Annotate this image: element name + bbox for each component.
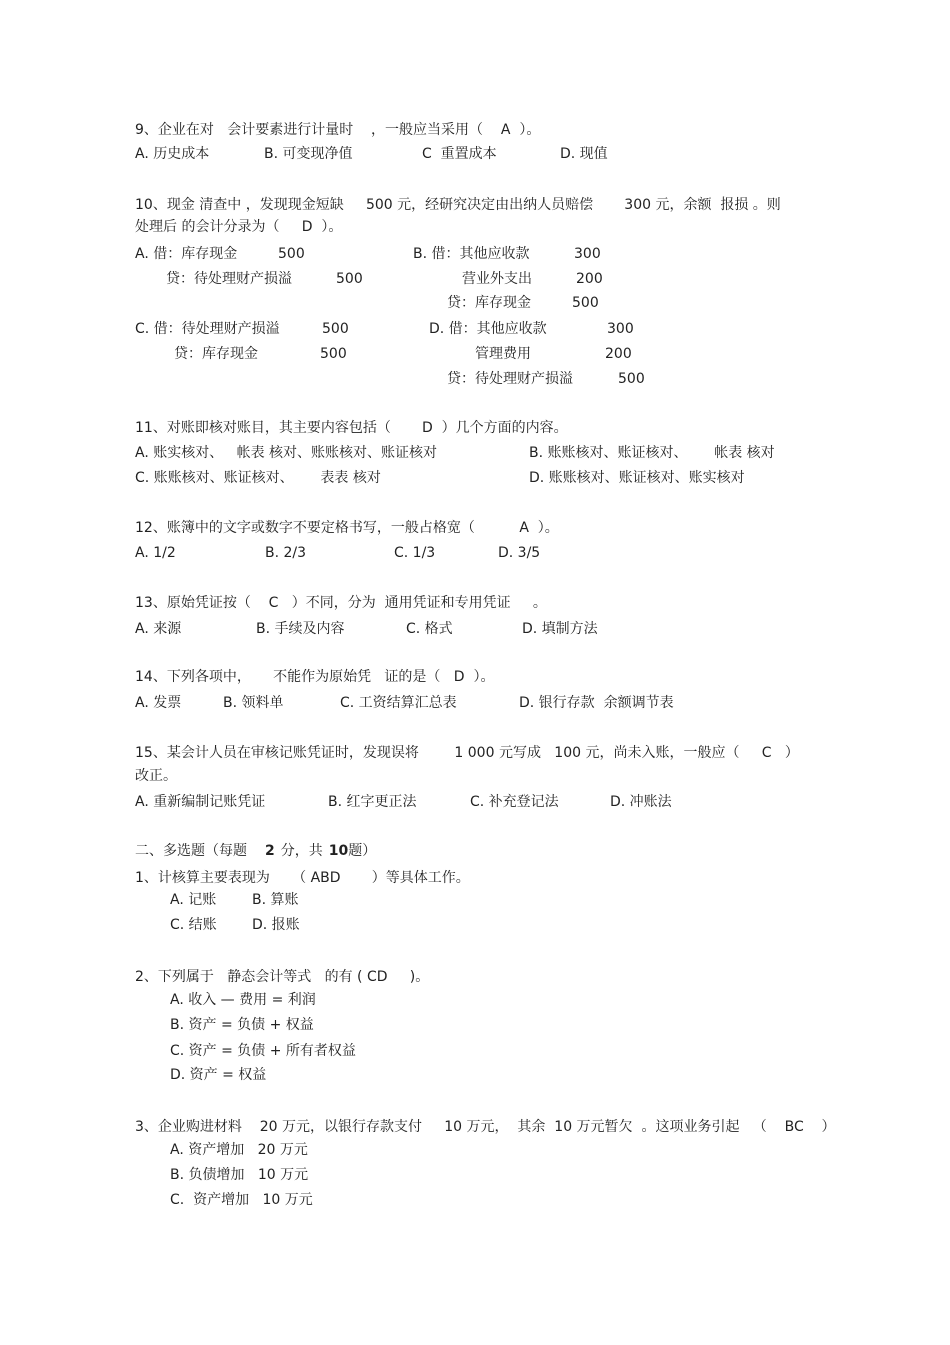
question-10-stem-line1: 10、现金 清查中 ，发现现金短缺 500 元，经研究决定由出纳人员赔偿 300 元，余额 报损 。则 [135,197,781,213]
question-12-option-b: B. 2/3 [265,545,307,561]
question-11-option-b: B. 账账核对、账证核对、 帐表 核对 [529,445,775,461]
section-2-mid: 分，共 [280,843,323,859]
question-10-d-amount1: 300 [607,321,634,337]
multi-question-3-option-b: B. 负债增加 10 万元 [170,1167,309,1183]
question-9-option-a: A. 历史成本 [135,146,210,162]
multi-question-1-option-b: B. 算账 [252,892,299,908]
question-10-b-line2: 营业外支出 [462,271,532,287]
question-9-stem: 9、企业在对 会计要素进行计量时 ，一般应当采用（ A ）。 [135,122,541,138]
question-10-d-line3: 贷：待处理财产损溢 [447,371,573,387]
section-2-heading [135,842,376,860]
question-10-b-amount2: 200 [576,271,603,287]
question-10-a-line2: 贷：待处理财产损溢 [166,271,292,287]
question-9-option-b: B. 可变现净值 [264,146,353,162]
question-10-b-line3: 贷：库存现金 [447,295,531,311]
multi-question-3-option-c: C. 资产增加 10 万元 [170,1192,313,1208]
question-10-c-line1: C. 借：待处理财产损溢 [135,321,280,337]
question-12-option-a: A. 1/2 [135,545,176,561]
question-10-b-amount1: 300 [574,246,601,262]
question-13-stem: 13、原始凭证按（ C ）不同，分为 通用凭证和专用凭证 。 [135,595,547,611]
question-9-option-c: C 重置成本 [422,146,497,162]
question-10-d-amount2: 200 [605,346,632,362]
question-11-stem: 11、对账即核对账目，其主要内容包括（ D ）几个方面的内容。 [135,420,568,436]
question-15-stem-line1: 15、某会计人员在审核记账凭证时，发现误将 1 000 元写成 100 元，尚未入账，一般应（ C ） [135,745,799,761]
question-13-option-c: C. 格式 [406,621,453,637]
question-15-option-b: B. 红字更正法 [328,794,417,810]
question-11-option-d: D. 账账核对、账证核对、账实核对 [529,470,745,486]
question-10-c-line2: 贷：库存现金 [174,346,258,362]
question-10-b-line1: B. 借：其他应收款 [413,246,530,262]
question-13-option-b: B. 手续及内容 [256,621,345,637]
question-10-c-amount2: 500 [320,346,347,362]
question-15-option-d: D. 冲账法 [610,794,672,810]
question-12-option-c: C. 1/3 [394,545,436,561]
multi-question-1-option-a: A. 记账 [170,892,217,908]
question-9-option-d: D. 现值 [560,146,608,162]
question-10-a-line1: A. 借：库存现金 [135,246,238,262]
multi-question-2-option-c: C. 资产 = 负债 + 所有者权益 [170,1043,356,1059]
question-14-stem: 14、下列各项中， 不能作为原始凭 证的是（ D ）。 [135,669,495,685]
multi-question-2-option-a: A. 收入 — 费用 = 利润 [170,992,316,1008]
section-2-suffix: 题） [348,843,377,859]
section-2-count: 10 [328,843,349,859]
question-10-stem-line2: 处理后 的会计分录为（ D ）。 [135,219,343,235]
question-11-option-c: C. 账账核对、账证核对、 表表 核对 [135,470,381,486]
section-2-prefix: 二、多选题（每题 [135,843,247,859]
question-14-option-a: A. 发票 [135,695,182,711]
multi-question-1-option-c: C. 结账 [170,917,217,933]
multi-question-3-stem: 3、企业购进材料 20 万元，以银行存款支付 10 万元， 其余 10 万元暂欠 。这项业务引起 （ BC ） [135,1119,836,1135]
multi-question-2-option-d: D. 资产 = 权益 [170,1067,267,1083]
question-10-b-amount3: 500 [572,295,599,311]
section-2-points: 2 [265,843,275,859]
question-10-d-amount3: 500 [618,371,645,387]
question-10-d-line1: D. 借：其他应收款 [429,321,547,337]
question-10-a-amount2: 500 [336,271,363,287]
multi-question-1-stem: 1、计核算主要表现为 （ ABD ）等具体工作。 [135,870,470,886]
question-10-a-amount1: 500 [278,246,305,262]
question-14-option-b: B. 领料单 [223,695,284,711]
question-13-option-a: A. 来源 [135,621,182,637]
question-15-option-c: C. 补充登记法 [470,794,559,810]
question-12-option-d: D. 3/5 [498,545,541,561]
question-15-stem-line2: 改正。 [135,768,177,784]
question-10-c-amount1: 500 [322,321,349,337]
multi-question-2-option-b: B. 资产 = 负债 + 权益 [170,1017,314,1033]
question-14-option-c: C. 工资结算汇总表 [340,695,457,711]
question-10-d-line2: 管理费用 [475,346,531,362]
multi-question-3-option-a: A. 资产增加 20 万元 [170,1142,308,1158]
question-13-option-d: D. 填制方法 [522,621,598,637]
question-15-option-a: A. 重新编制记账凭证 [135,794,266,810]
question-12-stem: 12、账簿中的文字或数字不要定格书写，一般占格宽（ A ）。 [135,520,559,536]
question-14-option-d: D. 银行存款 余额调节表 [519,695,674,711]
multi-question-1-option-d: D. 报账 [252,917,300,933]
question-11-option-a: A. 账实核对、 帐表 核对、账账核对、账证核对 [135,445,438,461]
multi-question-2-stem: 2、下列属于 静态会计等式 的有 ( CD )。 [135,969,430,985]
